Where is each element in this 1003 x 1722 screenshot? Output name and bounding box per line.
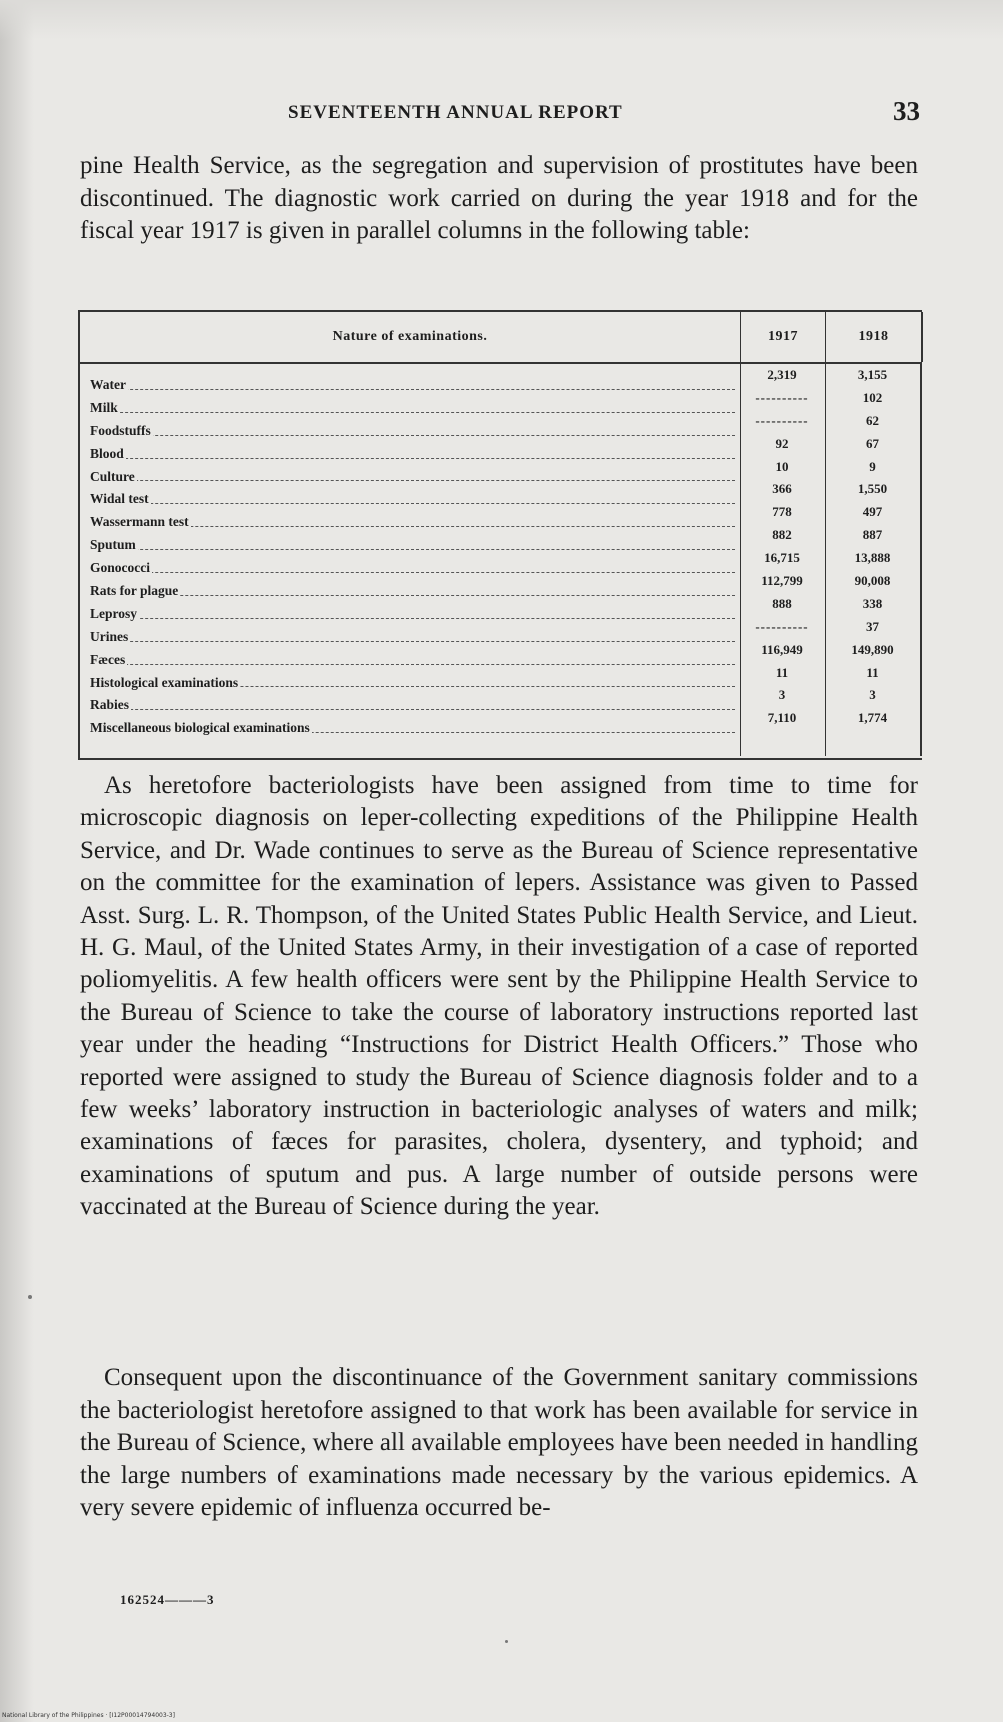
scan-speck	[28, 1295, 32, 1299]
value-1917: 778	[772, 504, 792, 520]
value-1917: 2,319	[767, 367, 797, 382]
scan-credit: National Library of the Philippines · [I12P00014794003-3]	[2, 1712, 175, 1719]
row-label-text: Urines	[90, 628, 129, 644]
printer-signature: 162524———3	[120, 1592, 215, 1607]
row-label-text: Blood	[90, 445, 124, 461]
value-1917: 366	[772, 481, 792, 497]
value-1917: 16,715	[764, 550, 800, 566]
row-label-text: Fæces	[90, 651, 126, 667]
row-label	[90, 511, 735, 534]
value-1917: 888	[772, 595, 792, 611]
row-label-text: Miscellaneous biological examinations	[90, 720, 310, 736]
row-label	[90, 443, 735, 466]
table-body	[80, 367, 922, 740]
value-1918: 887	[862, 527, 883, 543]
value-1917: ----------	[755, 389, 809, 405]
row-label-text: Sputum	[90, 537, 136, 553]
row-label	[90, 374, 735, 397]
value-1918: 149,890	[851, 641, 894, 657]
header-nature-of-examinations: Nature of examinations.	[332, 329, 488, 344]
value-1918: 3	[869, 687, 876, 703]
value-1917: 882	[772, 527, 792, 543]
scan-speck	[505, 1640, 508, 1643]
examinations-table	[78, 310, 922, 760]
row-label	[90, 557, 735, 580]
value-1918: 62	[866, 412, 879, 428]
row-label	[90, 397, 735, 420]
row-label-text: Water	[90, 377, 126, 392]
row-label	[90, 672, 735, 695]
page-header	[80, 96, 920, 136]
row-label	[90, 603, 735, 626]
row-label	[90, 717, 735, 740]
value-1918: 102	[862, 389, 883, 405]
value-1917: 10	[775, 458, 789, 474]
running-head: SEVENTEENTH ANNUAL REPORT	[288, 102, 623, 123]
page-top-shadow	[0, 0, 1003, 40]
paragraph-bacteriologists: As heretofore bacteriologists have been assigned from time to time for microscopic diagnosis on leper-collecting expeditions of the Philippine Health Service, and Dr. Wade continues to serve as the Bureau of Science representative on the committee for the examination of lepers. Assistance was given to Passed Asst. Surg. L. R. Thompson, of the United States Public Health Service, and Lieut. H. G. Maul, of the United States Army, in their investigation of a case of reported poliomyelitis. A few health officers were sent by the Philippine Health Service to the Bureau of Science to take the course of laboratory instructions reported last year under the heading “Instructions for District Health Officers.” Those who reported were assigned to study the Bureau of Science diagnosis folder and to a few weeks’ laboratory instruction in bacteriologic analyses of waters and milk; examinations of fæces for parasites, cholera, dysentery, and typhoid; and examinations of sputum and pus. A large number of outside persons were vaccinated at the Bureau of Science during the year.	[80, 772, 918, 1221]
value-1917: 92	[775, 435, 789, 451]
value-1918: 90,008	[854, 573, 891, 589]
row-label	[90, 466, 735, 489]
row-label	[90, 626, 735, 649]
value-1918: 13,888	[854, 550, 891, 566]
row-label-text: Rats for plague	[90, 583, 179, 599]
row-label-text: Culture	[90, 468, 135, 484]
row-label	[90, 534, 735, 557]
header-1917: 1917	[740, 312, 825, 362]
table-row	[80, 710, 922, 740]
value-1917: ----------	[755, 618, 809, 634]
row-label-text: Wassermann test	[90, 514, 189, 530]
value-1917: 116,949	[761, 641, 803, 657]
value-1918: 37	[866, 618, 879, 634]
page-edge-shadow	[0, 0, 34, 1722]
page-number: 33	[893, 96, 920, 126]
value-1917: ----------	[755, 412, 809, 428]
row-label	[90, 420, 735, 443]
row-label	[90, 488, 735, 511]
value-1918: 9	[869, 458, 876, 474]
value-1917: 11	[775, 664, 789, 680]
value-1918: 67	[866, 435, 879, 451]
row-label-text: Widal test	[90, 491, 149, 507]
value-1917: 112,799	[761, 573, 803, 589]
row-label	[90, 649, 735, 672]
row-label-text: Leprosy	[90, 605, 138, 621]
row-label-text: Gonococci	[90, 560, 150, 576]
row-label-text: Rabies	[90, 697, 130, 713]
header-1918: 1918	[825, 312, 923, 362]
value-1918: 1,550	[857, 481, 888, 497]
value-1918: 497	[862, 504, 883, 520]
row-label-text: Foodstuffs	[90, 422, 151, 438]
value-1918: 11	[866, 664, 879, 680]
table-header-row	[80, 312, 922, 364]
paragraph-sanitary-commissions: Consequent upon the discontinuance of the Government sanitary commissions the bacteriologist heretofore assigned to that work has been available for service in the Bureau of Science, where all available employees have been needed in handling the large numbers of examinations made necessary by the various epidemics. A very severe epidemic of influenza occurred be-	[80, 1364, 918, 1522]
value-1917: 3	[778, 687, 786, 703]
value-1918: 3,155	[857, 367, 888, 382]
value-1917: 7,110	[767, 710, 797, 726]
value-1918: 1,774	[857, 710, 888, 726]
row-label	[90, 580, 735, 603]
row-label	[90, 694, 735, 717]
value-1918: 338	[862, 595, 883, 611]
paragraph-intro: pine Health Service, as the segregation and supervision of prostitutes have been discontinued. The diagnostic work carried on during the year 1918 and for the fiscal year 1917 is given in parallel columns in the following table:	[80, 152, 918, 245]
row-label-text: Milk	[90, 399, 118, 415]
row-label-text: Histological examinations	[90, 674, 239, 690]
